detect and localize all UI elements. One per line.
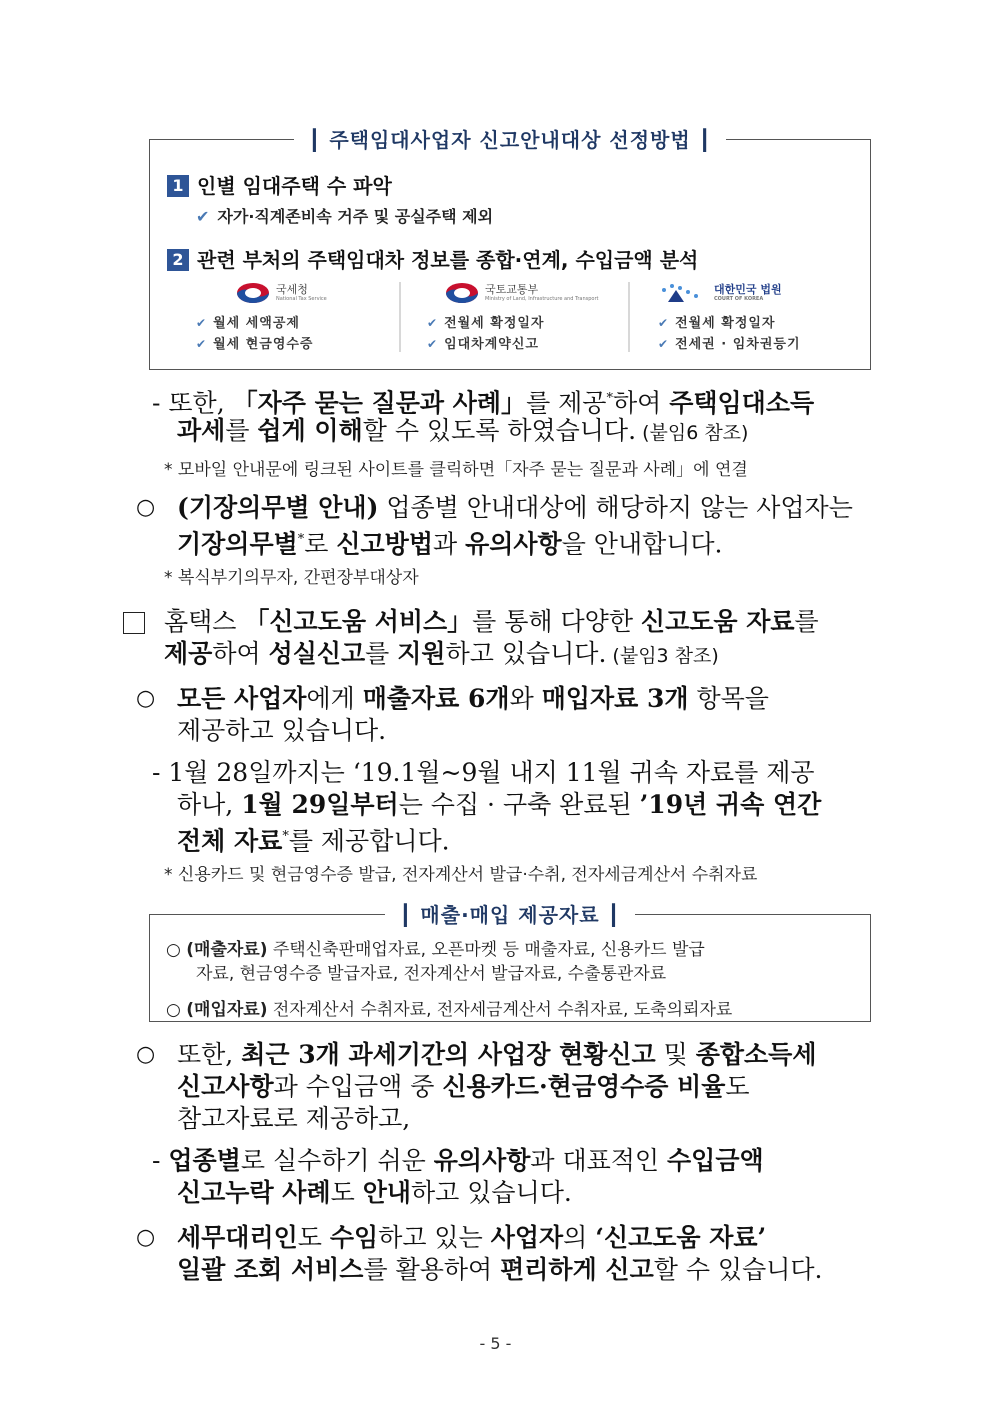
agency-item: ✔ 임대차계약신고: [427, 337, 539, 352]
agency-name: 국토교통부: [485, 283, 539, 296]
step-number: 2: [167, 249, 189, 271]
check-icon: ✔: [427, 337, 439, 351]
paragraph-bookkeeping-line2: 기장의무별*로 신고방법과 유의사항을 안내합니다.: [177, 529, 723, 559]
paragraph-cautions-line1: - 업종별로 실수하기 쉬운 유의사항과 대표적인 수입금액: [152, 1146, 764, 1175]
sales-data-row: ○ (매출자료) 주택신축판매업자료, 오픈마켓 등 매출자료, 신용카드 발급: [166, 940, 705, 960]
footnote-bookkeeping: * 복식부기의무자, 간편장부대상자: [164, 568, 419, 588]
box-title: ┃ 주택임대사업자 신고안내대상 선정방법 ┃: [294, 128, 725, 152]
selection-method-box: [149, 128, 871, 370]
agency-item: ✔ 전세권 · 임차권등기: [658, 337, 801, 352]
section-square-bullet: [123, 612, 145, 634]
agency-court: 대한민국 법원 COURT OF KOREA ✔ 전월세 확정일자 ✔ 전세권 · 임차권등기: [658, 283, 801, 352]
agency-name: 대한민국 법원: [714, 283, 782, 296]
box-title: ┃ 매출·매입 제공자료 ┃: [385, 903, 634, 927]
paragraph-faq-line2: 과세를 쉽게 이해할 수 있도록 하였습니다. (붙임6 참조): [177, 416, 749, 445]
agency-nts: 국세청 National Tax Service ✔ 월세 세액공제 ✔ 월세 현금영수증: [196, 283, 327, 352]
page-number: - 5 -: [479, 1334, 512, 1353]
agency-item: ✔ 전월세 확정일자: [658, 316, 776, 331]
agency-molit: 국토교통부 Ministry of Land, Infrastructure and Transport ✔ 전월세 확정일자 ✔ 임대차계약신고: [427, 283, 599, 352]
bullet-circle: ○: [136, 686, 156, 711]
sales-data-row-cont: 자료, 현금영수증 발급자료, 전자계산서 발급자료, 수출통관자료: [196, 964, 667, 984]
purchase-data-row: ○ (매입자료) 전자계산서 수취자료, 전자세금계산서 수취자료, 도축의뢰자료: [166, 1000, 733, 1020]
check-icon: ✔: [196, 337, 208, 351]
bullet-circle: ○: [136, 495, 156, 520]
footnote-faq: * 모바일 안내문에 링크된 사이트를 클릭하면「자주 묻는 질문과 사례」에 연결: [164, 460, 748, 480]
paragraph-service-line2: 제공하여 성실신고를 지원하고 있습니다. (붙임3 참조): [164, 639, 719, 668]
paragraph-schedule-line1: - 1월 28일까지는 ‘19.1월~9월 내지 11월 귀속 자료를 제공: [152, 758, 815, 787]
paragraph-data-items-line1: 모든 사업자에게 매출자료 6개와 매입자료 3개 항목을: [177, 684, 769, 713]
check-icon: ✔: [658, 316, 670, 330]
court-emblem-icon: [658, 282, 708, 304]
agency-divider: [399, 282, 401, 352]
agency-divider: [628, 282, 630, 352]
paragraph-tax-agent-line2: 일괄 조회 서비스를 활용하여 편리하게 신고할 수 있습니다.: [177, 1255, 823, 1284]
step-number: 1: [167, 175, 189, 197]
agency-list: [196, 278, 836, 354]
check-icon: ✔: [196, 207, 210, 226]
taegeuk-logo-icon: [236, 282, 270, 304]
paragraph-service-line1: 홈택스 「신고도움 서비스」를 통해 다양한 신고도움 자료를: [164, 607, 819, 636]
agency-name: 국세청: [276, 283, 308, 296]
step-1-detail: ✔ 자가·직계존비속 거주 및 공실주택 제외: [196, 207, 494, 226]
paragraph-reference-line3: 참고자료로 제공하고,: [177, 1104, 411, 1133]
taegeuk-logo-icon: [445, 282, 479, 304]
check-icon: ✔: [196, 316, 208, 330]
bullet-circle: ○: [136, 1042, 156, 1067]
paragraph-data-items-line2: 제공하고 있습니다.: [177, 716, 387, 745]
step-1-heading: 1 인별 임대주택 수 파악: [167, 170, 392, 199]
agency-item: ✔ 월세 세액공제: [196, 316, 300, 331]
check-icon: ✔: [658, 337, 670, 351]
paragraph-schedule-line2: 하나, 1월 29일부터는 수집 · 구축 완료된 ’19년 귀속 연간: [177, 790, 822, 819]
paragraph-tax-agent-line1: 세무대리인도 수임하고 있는 사업자의 ‘신고도움 자료’: [177, 1223, 767, 1252]
paragraph-faq-line1: - 또한, 「자주 묻는 질문과 사례」를 제공*하여 주택임대소득: [152, 388, 815, 418]
sales-purchase-data-box: [149, 903, 871, 1022]
paragraph-bookkeeping-line1: (기장의무별 안내) 업종별 안내대상에 해당하지 않는 사업자는: [177, 493, 853, 522]
step-2-heading: 2 관련 부처의 주택임대차 정보를 종합·연계, 수입금액 분석: [167, 244, 698, 273]
check-icon: ✔: [427, 316, 439, 330]
agency-item: ✔ 월세 현금영수증: [196, 337, 314, 352]
paragraph-schedule-line3: 전체 자료*를 제공합니다.: [177, 826, 450, 856]
paragraph-cautions-line2: 신고누락 사례도 안내하고 있습니다.: [177, 1178, 572, 1207]
bullet-circle: ○: [136, 1225, 156, 1250]
footnote-data-types: * 신용카드 및 현금영수증 발급, 전자계산서 발급·수취, 전자세금계산서 수취자료: [164, 865, 758, 885]
paragraph-reference-line1: 또한, 최근 3개 과세기간의 사업장 현황신고 및 종합소득세: [177, 1040, 817, 1069]
agency-item: ✔ 전월세 확정일자: [427, 316, 545, 331]
paragraph-reference-line2: 신고사항과 수입금액 중 신용카드·현금영수증 비율도: [177, 1072, 750, 1101]
